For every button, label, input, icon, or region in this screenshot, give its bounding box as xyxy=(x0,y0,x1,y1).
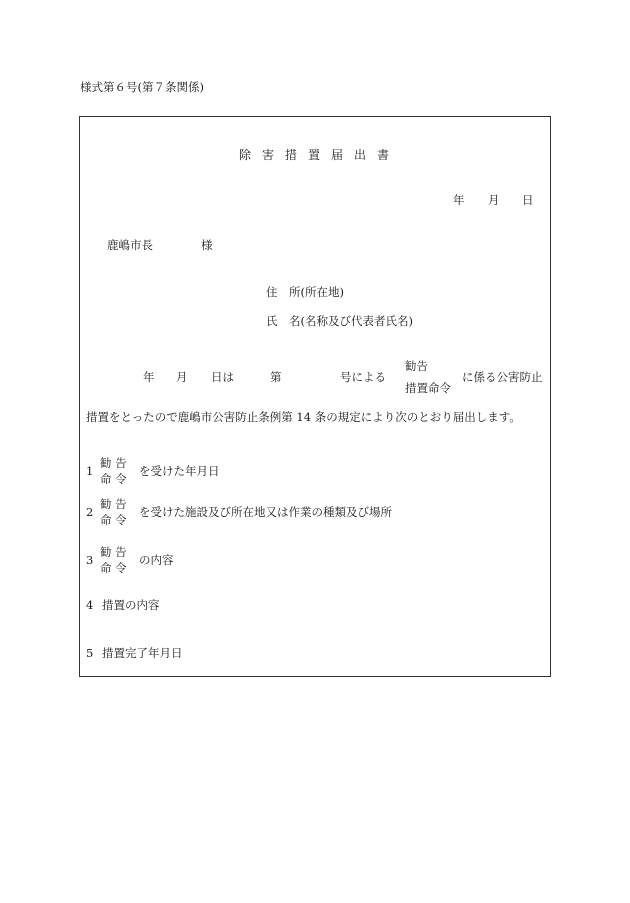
kankoku-meirei-stack xyxy=(100,497,127,528)
stack-bottom: 命 令 xyxy=(100,560,127,575)
statement-month: 月 xyxy=(176,370,188,384)
title-char: 害 xyxy=(262,148,275,162)
item-text: の内容 xyxy=(139,553,174,567)
title-char: 届 xyxy=(331,148,344,162)
form-title xyxy=(239,149,400,161)
statement-tail: に係る公害防止 xyxy=(462,370,543,384)
form-frame xyxy=(79,116,551,677)
date-month: 月 xyxy=(488,193,500,207)
title-char: 出 xyxy=(354,148,367,162)
statement-line2: 措置をとったので鹿嶋市公害防止条例第 14 条の規定により次のとおり届出します。 xyxy=(86,410,521,424)
addressee-name: 鹿嶋市長 xyxy=(107,238,153,252)
addressee-honorific: 様 xyxy=(201,238,213,252)
title-char: 置 xyxy=(308,148,321,162)
statement-kankoku: 勧告 xyxy=(405,359,428,373)
address-label: 住 所(所在地) xyxy=(266,285,344,299)
item-number: 5 xyxy=(86,646,94,660)
title-char: 書 xyxy=(377,148,390,162)
kankoku-meirei-stack xyxy=(100,456,127,487)
date-day: 日 xyxy=(522,193,534,207)
stack-bottom: 命 令 xyxy=(100,471,127,486)
title-char: 除 xyxy=(239,148,252,162)
item-number: 2 xyxy=(86,505,94,519)
form-label: 様式第６号(第７条関係) xyxy=(80,80,204,94)
stack-top: 勧 告 xyxy=(100,456,127,470)
stack-top: 勧 告 xyxy=(100,497,127,511)
item-text: 措置の内容 xyxy=(102,598,160,612)
item-number: 3 xyxy=(86,553,94,567)
name-label: 氏 名(名称及び代表者氏名) xyxy=(266,314,413,328)
statement-sochi-meirei: 措置命令 xyxy=(405,381,451,395)
item-text: を受けた年月日 xyxy=(139,464,220,478)
kankoku-meirei-stack xyxy=(100,545,127,576)
title-char: 措 xyxy=(285,148,298,162)
statement-dai: 第 xyxy=(270,370,282,384)
item-number: 1 xyxy=(86,464,94,478)
item-number: 4 xyxy=(86,598,94,612)
item-text: 措置完了年月日 xyxy=(102,646,183,660)
item-text: を受けた施設及び所在地又は作業の種類及び場所 xyxy=(139,505,392,519)
date-year: 年 xyxy=(453,193,465,207)
statement-day: 日は xyxy=(211,370,234,384)
statement-go-niyoru: 号による xyxy=(340,370,386,384)
stack-top: 勧 告 xyxy=(100,545,127,559)
stack-bottom: 命 令 xyxy=(100,512,127,527)
statement-year: 年 xyxy=(143,370,155,384)
